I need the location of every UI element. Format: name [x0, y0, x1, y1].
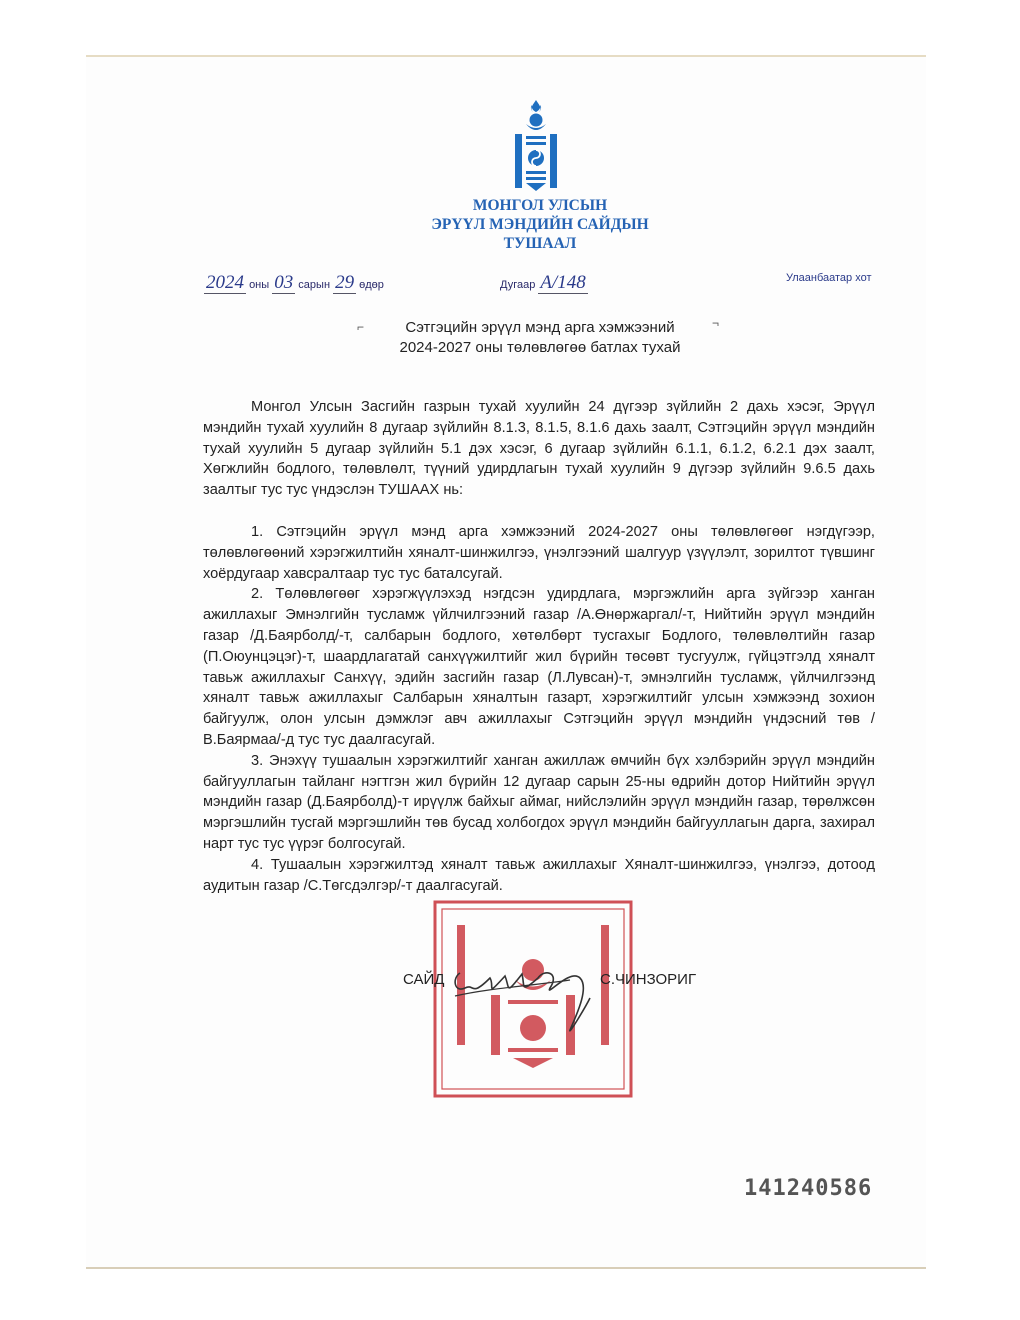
subject-line-1: Сэтгэцийн эрүүл мэнд арга хэмжээний: [405, 319, 675, 336]
subject-line-2: 2024-2027 оны төлөвлөгөө батлах тухай: [399, 339, 681, 356]
day-label: өдөр: [359, 279, 384, 291]
year-label: оны: [249, 279, 270, 291]
date-year: 2024: [206, 272, 244, 293]
order-item-4: 4. Тушаалын хэрэгжилтэд хяналт тавьж ажиллахыг Хяналт-шинжилгээ, үнэлгээ, дотоод аудитын газар /С.Төгсдэлгэр/-т даалгасугай.: [203, 856, 875, 894]
signatory-name: С.ЧИНЗОРИГ: [600, 971, 697, 988]
org-line-3: ТУШААЛ: [503, 235, 577, 252]
org-line-2: ЭРҮҮЛ МЭНДИЙН САЙДЫН: [431, 216, 649, 233]
soyombo-emblem-icon: [506, 98, 566, 194]
document-subject: [360, 318, 720, 358]
org-line-1: МОНГОЛ УЛСЫН: [472, 197, 608, 214]
number-label: Дугаар: [500, 279, 536, 291]
issuer-heading: [380, 196, 700, 253]
month-label: сарын: [298, 279, 331, 291]
signatory-title: САЙД: [403, 971, 445, 988]
order-item-1: 1. Сэтгэцийн эрүүл мэнд арга хэмжээний 2024-2027 оны төлөвлөгөөг нэгдүгээр, төлөвлөгөөний хэрэгжилтийн хяналт-шинжилгээ, үнэлгээний шалгуур үзүүлэлт, зорилтот түвшинг хоёрдугаар хавсралтаар тус тус баталсугай.: [203, 523, 875, 582]
preamble: Монгол Улсын Засгийн газрын тухай хуулийн 24 дүгээр зүйлийн 2 дахь хэсэг, Эрүүл мэндийн тухай хуулийн 8 дугаар зүйлийн 8.1.3, 8.1.5, 8.1.6 дахь заалт, Сэтгэцийн эрүүл мэндийн тухай хуулийн 5 дугаар зүйлийн 5.1 дэх хэсэг, 6 дугаар зүйлийн 6.1.1, 6.1.2, 6.2.1 дэх заалт, Хөгжлийн бодлого, төлөвлөлт, түүний удирдлагын тухай хуулийн 9 дүгээр зүйлийн 9.6.5 дахь заалтыг тус тус үндэслэн ТУШААХ нь:: [203, 399, 875, 499]
date-field: [204, 272, 384, 294]
corner-bracket-left: ⌐: [357, 320, 365, 334]
date-day: 29: [335, 272, 355, 293]
document-number: А/148: [540, 272, 586, 293]
city-label: Улаанбаатар хот: [786, 272, 872, 284]
document-body: [203, 397, 875, 896]
date-month: 03: [274, 272, 294, 293]
corner-bracket-right: ¬: [712, 316, 720, 330]
order-item-2: 2. Төлөвлөгөөг хэрэгжүүлэхэд нэгдсэн удирдлага, мэргэжлийн арга зүйгээр ханган ажиллахыг Эмнэлгийн тусламж үйлчилгээний газар /А.Өнөржаргал/-т, Нийтийн эрүүл мэндийн газар /Д.Баярболд/-т, салбарын бодлого, хөтөлбөрт тусгахыг Бодлого, төлөвлөлтийн газар (П.Оюунцэцэг)-т, шаардлагатай санхүүжилтийг жил бүрийн төсөвт тусгуулж, гүйцэтгэлд хяналт тавьж ажиллахыг Санхүү, эдийн засгийн газар (Л.Лувсан)-т, эмнэлгийн тусламж, үйлчилгээнд хяналт тавьж ажиллахыг Салбарын хяналтын газарт, хэрэгжилтийг улсын хэмжээнд зохион байгуулж, олон улсын дэмжлэг авч ажиллахыг Сэтгэцийн эрүүл мэндийн үндэсний төв /В.Баярмаа/-д тус тус даалгасугай.: [203, 586, 875, 748]
serial-number: 141240586: [744, 1176, 873, 1201]
order-item-3: 3. Энэхүү тушаалын хэрэгжилтийг ханган ажиллаж өмчийн бүх хэлбэрийн эрүүл мэндийн байгууллагын тайланг нэгтгэн жил бүрийн 12 дугаар сарын 25-ны өдрийн дотор Нийтийн эрүүл мэндийн газар (Д.Баярболд)-т ирүүлж байхыг аймаг, нийслэлийн эрүүл мэндийн газар, төрөлжсөн мэргэшлийн тусгай мэргэшлийн төв бусад холбогдох эрүүл мэндийн байгууллагын дарга, захирал нарт тус тус үүрэг болгосугай.: [203, 752, 875, 852]
number-field: [500, 272, 588, 294]
signature-scribble: [450, 958, 620, 1038]
